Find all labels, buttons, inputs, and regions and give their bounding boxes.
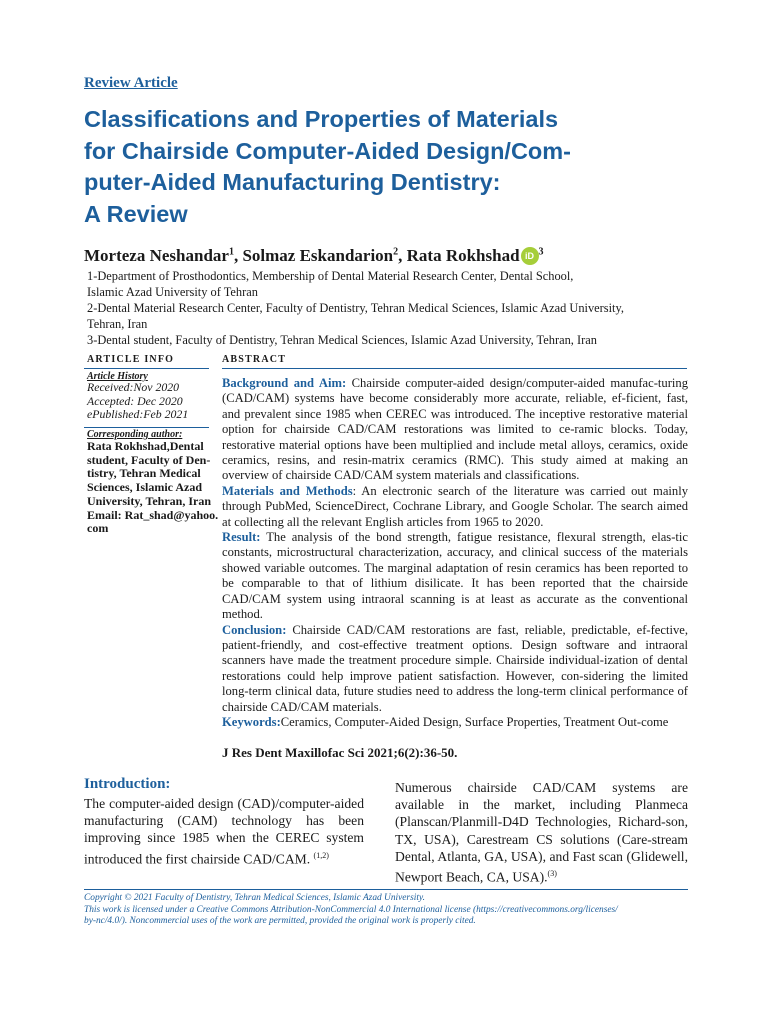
title-line: A Review — [84, 200, 188, 227]
corresponding-line: Rata Rokhshad,Dental — [87, 439, 204, 453]
affiliation-line: Tehran, Iran — [87, 317, 148, 331]
corresponding-author — [87, 440, 227, 536]
introduction-right-column — [395, 779, 688, 886]
abstract-section-text: Chairside CAD/CAM restorations are fast, reliable, predictable, ef-fective, patient-friendly, and cost-effective treatment options. Design software and intraoral scanners have made the treatment procedure simple. Chairside individual-ization of dental restorations could help improve patient satisfaction. However, con-sidering the limited long-term clinical data, future studies need to address the long-term clinical performance of chairside CAD/CAM materials. — [222, 622, 688, 714]
affiliation-line: 1-Department of Prosthodontics, Membership of Dental Material Research Center, Dental School, — [87, 269, 574, 283]
article-info-heading: ARTICLE INFO — [87, 354, 175, 365]
reference-mark[interactable]: (3) — [547, 869, 557, 879]
author-name: Morteza Neshandar — [84, 246, 229, 265]
abstract-rule — [222, 368, 687, 369]
corresponding-rule — [84, 427, 209, 428]
article-title — [84, 104, 694, 230]
abstract-body — [222, 376, 688, 730]
license-line: by-nc/4.0/). Noncommercial uses of the work are permitted, provided the original work is properly cited. — [84, 916, 476, 927]
corresponding-line: tistry, Tehran Medical — [87, 466, 201, 481]
author-name: , Rata Rokhshad — [398, 246, 520, 265]
abstract-section-label: Keywords: — [222, 714, 281, 729]
copyright-line: Copyright © 2021 Faculty of Dentistry, Tehran Medical Sciences, Islamic Azad University. — [84, 893, 425, 903]
author-list — [84, 246, 544, 266]
abstract-section-text: Chairside computer-aided design/computer-aided manufac-turing (CAD/CAM) systems have become considerably more accurate, reliable, ef-ficient, fast, and prevalent since 1985 when CEREC was introduced. The inceptive restorative material option for chairside CAD/CAM restorations was limited to ce-ramic blocks. Today, restorative material options have been multiplied and include metal alloys, ceramics, oxide ceramics, resins, and resin-matrix ceramics (RMC). This study aimed at making an overview of chairside CAD/CAM system materials and classifications. — [222, 376, 688, 483]
affiliation-line: 2-Dental Material Research Center, Faculty of Dentistry, Tehran Medical Sciences, Islamic Azad University, — [87, 301, 624, 315]
article-history — [87, 381, 188, 422]
history-date: Received:Nov 2020 — [87, 380, 180, 394]
affiliations — [87, 268, 687, 348]
introduction-left-column — [84, 795, 364, 867]
author-affiliation-mark: 1 — [228, 246, 234, 258]
title-line: puter-Aided Manufacturing Dentistry: — [84, 169, 501, 195]
license-footer — [84, 893, 688, 928]
abstract-conclusion — [222, 623, 688, 715]
history-date: Accepted: Dec 2020 — [87, 393, 183, 408]
footer-rule — [84, 889, 688, 890]
abstract-background — [222, 376, 688, 484]
introduction-heading: Introduction: — [84, 776, 171, 792]
abstract-section-label: Materials and Methods — [222, 483, 353, 498]
corresponding-author-label: Corresponding author: — [87, 429, 183, 440]
history-date: ePublished:Feb 2021 — [87, 407, 189, 422]
corresponding-line: Sciences, Islamic Azad — [87, 480, 202, 495]
title-line: Classifications and Properties of Materials — [84, 106, 559, 132]
corresponding-line: student, Faculty of Den- — [87, 452, 211, 467]
introduction-text: Numerous chairside CAD/CAM systems are available in the market, including Planmeca (Planscan/Planmill-D4D Technologies, Richard-son, TX, USA), Carestream CS solutions (Care-stream Dental, Atlanta, GA, USA), and Fast scan (Glidewell, Newport Beach, CA, USA). — [395, 780, 688, 885]
journal-citation: J Res Dent Maxillofac Sci 2021;6(2):36-50. — [222, 745, 458, 760]
corresponding-email[interactable]: Email: Rat_shad@yahoo. — [87, 507, 219, 522]
affiliation-line: 3-Dental student, Faculty of Dentistry, Tehran Medical Sciences, Islamic Azad University, Tehran, Iran — [87, 333, 597, 347]
abstract-section-label: Background and Aim: — [222, 376, 347, 390]
abstract-heading: ABSTRACT — [222, 354, 287, 365]
author-affiliation-mark: 2 — [393, 246, 399, 258]
author-name: , Solmaz Eskandarion — [233, 246, 394, 265]
abstract-section-label: Conclusion: — [222, 622, 287, 637]
abstract-keywords — [222, 715, 688, 730]
reference-mark[interactable]: (1,2) — [313, 850, 329, 860]
article-info-rule — [84, 368, 209, 369]
corresponding-email[interactable]: com — [87, 521, 109, 536]
abstract-section-text: The analysis of the bond strength, fatigue resistance, flexural strength, elas-tic constants, microstructural characterization, accuracy, and clinical success of the materials showed variable outcomes. The marginal adaptation of resin ceramics has been reported to be comparable to that of lithium disilicate. It has been reported that the chairside CAD/CAM system using intraoral scanning is at least as accurate as the conventional method. — [222, 530, 688, 622]
article-type-label: Review Article — [84, 75, 178, 91]
affiliation-line: Islamic Azad University of Tehran — [87, 285, 258, 299]
corresponding-line: University, Tehran, Iran — [87, 493, 212, 508]
abstract-result — [222, 530, 688, 622]
article-history-label: Article History — [87, 371, 148, 382]
author-affiliation-mark: 3 — [538, 246, 544, 258]
abstract-methods — [222, 484, 688, 530]
orcid-icon[interactable]: iD — [521, 247, 539, 265]
license-line[interactable]: This work is licensed under a Creative Commons Attribution-NonCommercial 4.0 International license (https://creativecommons.org/licenses/ — [84, 904, 618, 915]
title-line: for Chairside Computer-Aided Design/Com- — [84, 137, 572, 164]
abstract-section-label: Result: — [222, 530, 261, 545]
abstract-section-text: Ceramics, Computer-Aided Design, Surface Properties, Treatment Out-come — [280, 714, 669, 729]
introduction-text: The computer-aided design (CAD)/computer-aided manufacturing (CAM) technology has been improving since 1985 when the CEREC system introduced the first chairside CAD/CAM. — [84, 796, 364, 867]
abstract-section-text: : An electronic search of the literature was carried out mainly through PubMed, ScienceDirect, Cochrane Library, and Google Scholar. The search aimed at collecting all the relevant English articles from 1965 to 2020. — [222, 483, 688, 529]
